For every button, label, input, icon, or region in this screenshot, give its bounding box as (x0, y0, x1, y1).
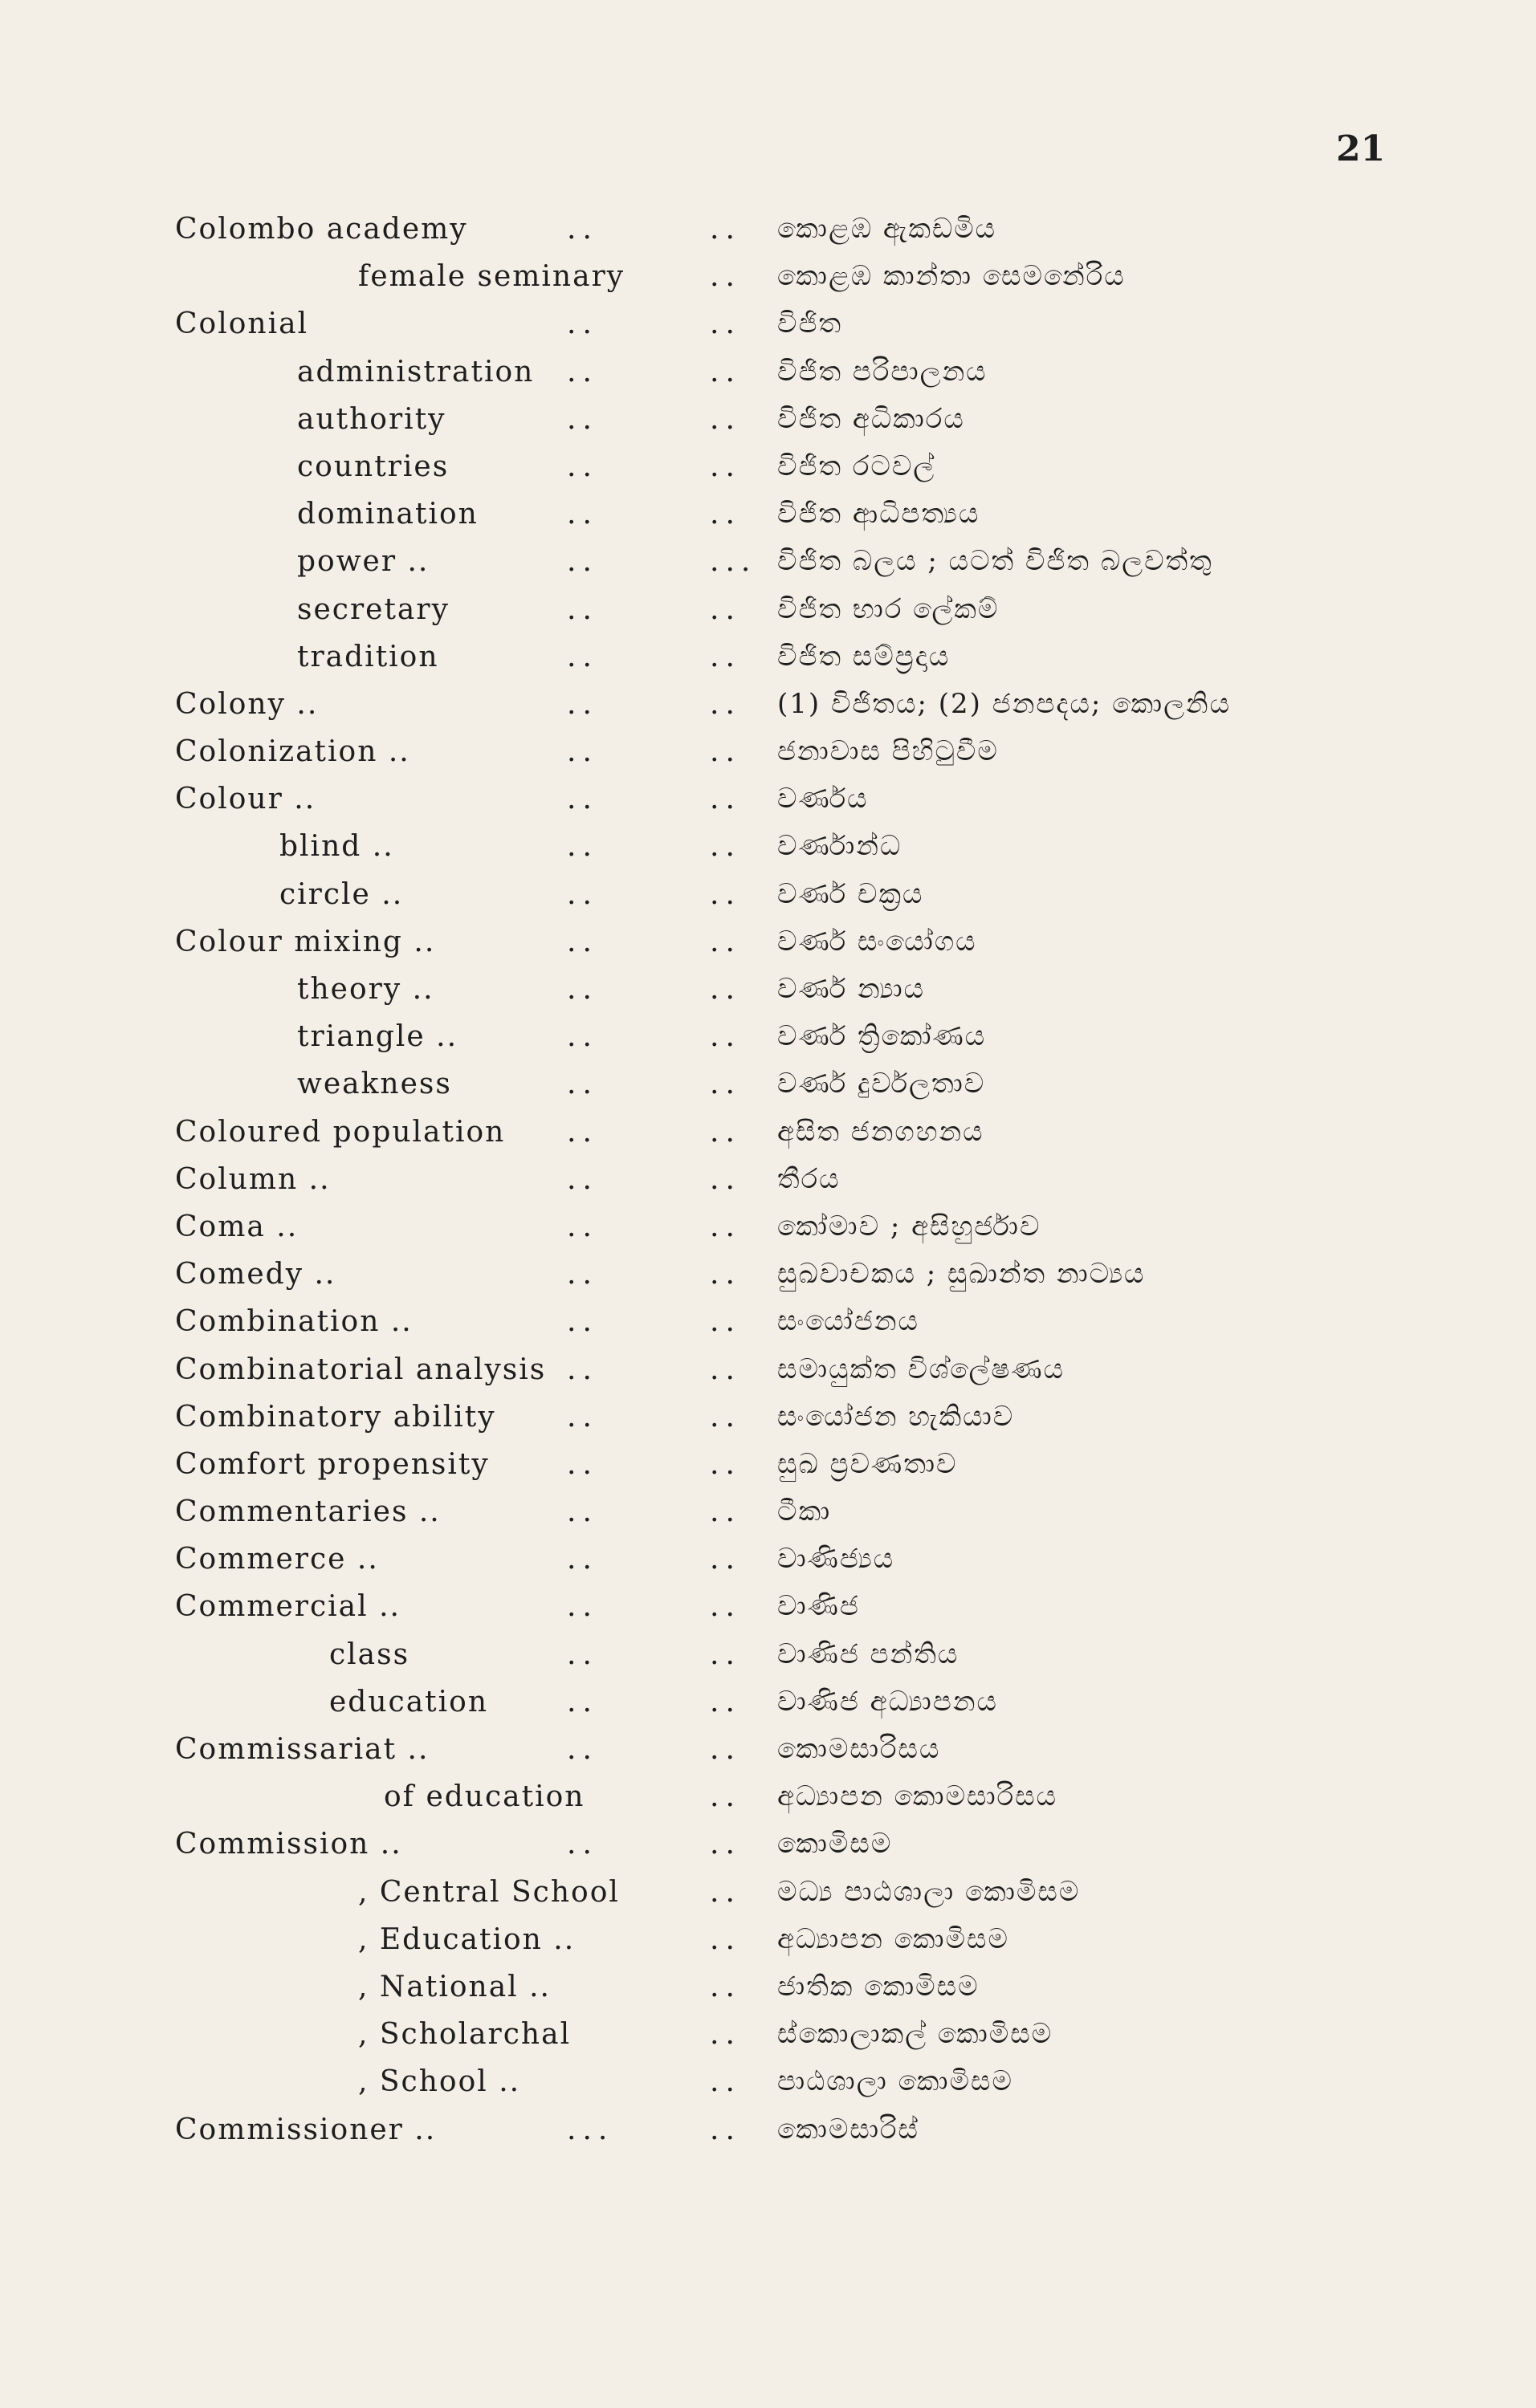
english-term: Colour mixing .. (175, 925, 436, 958)
english-term: Comedy .. (175, 1258, 336, 1291)
sinhala-translation: අධ්‍යාපන කොමිසම (777, 1922, 1009, 1955)
dot-leader: .. (710, 355, 741, 388)
dot-leader: .. (567, 640, 598, 673)
dot-leader: ... (567, 2113, 614, 2146)
dot-leader: .. (710, 260, 741, 294)
english-term: female seminary (358, 260, 625, 294)
sinhala-translation: විජිත පරිපාලනය (777, 355, 988, 388)
english-term: Comfort propensity (175, 1447, 490, 1481)
dot-leader: .. (567, 1733, 598, 1766)
glossary-entry (0, 356, 1536, 403)
sinhala-translation: විජිත අධිකාරය (777, 402, 965, 435)
dot-leader: .. (567, 307, 598, 341)
dot-leader: .. (567, 1115, 598, 1149)
glossary-entry (0, 1448, 1536, 1495)
english-term: , Central School (358, 1875, 620, 1909)
sinhala-translation: ජනාවාස පිහිටුවීම (777, 735, 999, 768)
english-term: blind .. (279, 830, 394, 864)
sinhala-translation: ස්කොලාකල් කොමිසම (777, 2018, 1053, 2051)
sinhala-translation: කොමසාරිසය (777, 1733, 941, 1765)
dot-leader: .. (710, 1258, 741, 1291)
sinhala-translation: වර්ණ දුර්වලතාව (777, 1068, 986, 1100)
english-term: Commerce .. (175, 1543, 379, 1576)
english-term: theory .. (297, 973, 434, 1006)
sinhala-translation: ටීකා (777, 1495, 832, 1528)
english-term: Combinatory ability (175, 1400, 496, 1434)
sinhala-translation: තීරය (777, 1162, 841, 1195)
glossary-entry (0, 307, 1536, 355)
dot-leader: .. (567, 1068, 598, 1101)
dot-leader: .. (567, 1305, 598, 1339)
dot-leader: .. (567, 1637, 598, 1671)
glossary-entry (0, 450, 1536, 498)
dot-leader: .. (710, 213, 741, 246)
dot-leader: .. (710, 925, 741, 958)
english-term: weakness (297, 1068, 452, 1101)
english-term: , School .. (358, 2065, 521, 2099)
dot-leader: .. (710, 1685, 741, 1719)
english-term: , Education .. (358, 1922, 576, 1956)
sinhala-translation: වාණිජ්‍යය (777, 1543, 895, 1576)
sinhala-translation: කොළඹ කාන්තා සෙමනේරිය (777, 260, 1126, 293)
sinhala-translation: සුඛ ප්‍රවණතාව (777, 1447, 958, 1480)
glossary-entry (0, 1780, 1536, 1828)
glossary-entry (0, 1353, 1536, 1401)
glossary-entry (0, 1686, 1536, 1733)
sinhala-translation: වර්ණය (777, 783, 869, 816)
dot-leader: .. (567, 687, 598, 721)
english-term: education (329, 1685, 488, 1719)
sinhala-translation: සුඛවාචකය ; සුඛාන්ත නාට්‍යය (777, 1258, 1146, 1291)
dot-leader: .. (710, 687, 741, 721)
english-term: Colonial (175, 307, 309, 341)
glossary-entry (0, 925, 1536, 973)
dot-leader: .. (710, 1068, 741, 1101)
sinhala-translation: මධ්‍ය පාඨශාලා කොමිසම (777, 1875, 1081, 1908)
english-term: authority (297, 402, 446, 436)
dot-leader: .. (710, 1352, 741, 1386)
dot-leader: .. (710, 1875, 741, 1909)
dot-leader: .. (710, 830, 741, 864)
sinhala-translation: කොමසාරිස් (777, 2113, 920, 2146)
sinhala-translation: වර්ණ සංයෝගය (777, 925, 977, 958)
dot-leader: .. (567, 592, 598, 626)
dot-leader: .. (710, 1970, 741, 2003)
sinhala-translation: වර්ණ න්‍යාය (777, 973, 926, 1005)
english-term: Colombo academy (175, 213, 468, 246)
dot-leader: ... (710, 545, 757, 579)
dot-leader: .. (710, 973, 741, 1006)
dot-leader: .. (710, 1637, 741, 1671)
dot-leader: .. (710, 1780, 741, 1814)
dot-leader: .. (567, 1828, 598, 1861)
english-term: , Scholarchal (358, 2018, 572, 2052)
glossary-entry (0, 1401, 1536, 1448)
sinhala-translation: වර්ණාන්ධ (777, 830, 902, 863)
glossary-entry (0, 1590, 1536, 1637)
glossary-entry (0, 878, 1536, 925)
sinhala-translation: විජිත සම්ප්‍රදාය (777, 640, 951, 673)
dot-leader: .. (710, 2065, 741, 2099)
dot-leader: .. (710, 1305, 741, 1339)
dot-leader: .. (567, 545, 598, 579)
glossary-entry (0, 1068, 1536, 1115)
dot-leader: .. (567, 1162, 598, 1196)
dot-leader: .. (710, 2018, 741, 2052)
dot-leader: .. (567, 1400, 598, 1434)
dot-leader: .. (710, 402, 741, 436)
dot-leader: .. (567, 925, 598, 958)
dot-leader: .. (567, 783, 598, 816)
dot-leader: .. (567, 1495, 598, 1529)
dot-leader: .. (710, 640, 741, 673)
glossary-entry (0, 1543, 1536, 1590)
dot-leader: .. (567, 402, 598, 436)
page-number: 21 (1336, 128, 1386, 169)
glossary-entry (0, 1828, 1536, 1875)
english-term: countries (297, 449, 450, 483)
english-term: power .. (297, 545, 430, 579)
dot-leader: .. (710, 1162, 741, 1196)
sinhala-translation: විජිත බලය ; යටත් විජිත බලවත්තු (777, 545, 1213, 578)
glossary-entry (0, 593, 1536, 641)
english-term: Commissariat .. (175, 1733, 430, 1766)
dot-leader: .. (710, 735, 741, 769)
english-term: administration (297, 355, 535, 388)
glossary-entry (0, 1733, 1536, 1780)
glossary-entry (0, 1923, 1536, 1971)
sinhala-translation: විජිත ආධිපත්‍යය (777, 498, 980, 531)
dot-leader: .. (567, 355, 598, 388)
english-term: Commission .. (175, 1828, 402, 1861)
dot-leader: .. (567, 213, 598, 246)
english-term: Combination .. (175, 1305, 413, 1339)
dot-leader: .. (710, 1733, 741, 1766)
dot-leader: .. (567, 973, 598, 1006)
dot-leader: .. (710, 1590, 741, 1624)
sinhala-translation: අධ්‍යාපන කොමසාරිසය (777, 1780, 1058, 1813)
dot-leader: .. (567, 1543, 598, 1576)
sinhala-translation: සමායුක්ත විශ්ලේෂණය (777, 1352, 1065, 1385)
glossary-entry (0, 1020, 1536, 1068)
glossary-entry (0, 1495, 1536, 1543)
glossary-entry (0, 688, 1536, 735)
glossary-entry (0, 2018, 1536, 2065)
glossary-entry (0, 1876, 1536, 1923)
dot-leader: .. (710, 783, 741, 816)
dot-leader: .. (710, 1400, 741, 1434)
dot-leader: .. (567, 1258, 598, 1291)
glossary-entry (0, 213, 1536, 260)
glossary-entry (0, 498, 1536, 545)
dot-leader: .. (567, 1352, 598, 1386)
english-term: Coma .. (175, 1210, 299, 1243)
dot-leader: .. (710, 449, 741, 483)
english-term: Colonization .. (175, 735, 410, 769)
glossary-entry (0, 641, 1536, 688)
dot-leader: .. (567, 877, 598, 911)
dot-leader: .. (710, 1115, 741, 1149)
english-term: Colony .. (175, 687, 319, 721)
dot-leader: .. (567, 1447, 598, 1481)
glossary-entry (0, 1210, 1536, 1258)
english-term: Combinatorial analysis (175, 1352, 547, 1386)
sinhala-translation: කොමිසම (777, 1828, 893, 1861)
dot-leader: .. (710, 1020, 741, 1054)
dot-leader: .. (710, 877, 741, 911)
english-term: Commissioner .. (175, 2113, 437, 2146)
english-term: triangle .. (297, 1020, 458, 1054)
glossary-entry (0, 1638, 1536, 1686)
sinhala-translation: සංයෝජනය (777, 1305, 919, 1338)
sinhala-translation: කොළඹ ඇකඩමිය (777, 213, 997, 245)
english-term: , National .. (358, 1970, 551, 2003)
glossary-entry (0, 2113, 1536, 2161)
dot-leader: .. (710, 1922, 741, 1956)
dot-leader: .. (710, 307, 741, 341)
dot-leader: .. (567, 498, 598, 531)
english-term: of education (384, 1780, 585, 1814)
dot-leader: .. (710, 1543, 741, 1576)
english-term: secretary (297, 592, 450, 626)
glossary-entry (0, 973, 1536, 1020)
dot-leader: .. (710, 2113, 741, 2146)
sinhala-translation: විජිත භාර ලේකම් (777, 592, 1000, 625)
dot-leader: .. (567, 1590, 598, 1624)
sinhala-translation: වර්ණ චක්‍රය (777, 877, 924, 910)
sinhala-translation: වර්ණ ත්‍රිකෝණය (777, 1020, 987, 1053)
dot-leader: .. (567, 449, 598, 483)
dot-leader: .. (567, 735, 598, 769)
english-term: circle .. (279, 877, 404, 911)
glossary-entry (0, 1305, 1536, 1352)
dot-leader: .. (710, 1447, 741, 1481)
glossary-entry (0, 1258, 1536, 1305)
glossary-entry (0, 1116, 1536, 1163)
sinhala-translation: සංයෝජන හැකියාව (777, 1400, 1015, 1433)
english-term: domination (297, 498, 479, 531)
dot-leader: .. (710, 1210, 741, 1243)
dot-leader: .. (710, 1495, 741, 1529)
english-term: Commentaries .. (175, 1495, 441, 1529)
sinhala-translation: වාණිජ පන්තිය (777, 1637, 959, 1670)
glossary-entry (0, 545, 1536, 592)
sinhala-translation: පාඨශාලා කොමිසම (777, 2065, 1013, 2098)
english-term: class (329, 1637, 410, 1671)
glossary-entry (0, 1971, 1536, 2018)
sinhala-translation: අසිත ජනගහනය (777, 1115, 984, 1148)
dot-leader: .. (567, 830, 598, 864)
sinhala-translation: කෝමාව ; අසිහුර්ජාව (777, 1210, 1041, 1243)
english-term: tradition (297, 640, 439, 673)
dot-leader: .. (710, 592, 741, 626)
glossary-entry (0, 2065, 1536, 2113)
glossary-entry (0, 783, 1536, 830)
sinhala-translation: වාණිජ අධ්‍යාපනය (777, 1685, 998, 1718)
english-term: Column .. (175, 1162, 331, 1196)
glossary-entry (0, 735, 1536, 783)
dot-leader: .. (710, 1828, 741, 1861)
sinhala-translation: (1) විජිතය; (2) ජනපදය; කොලනිය (777, 687, 1232, 720)
dot-leader: .. (567, 1020, 598, 1054)
dot-leader: .. (567, 1685, 598, 1719)
glossary-entry (0, 260, 1536, 307)
english-term: Commercial .. (175, 1590, 401, 1624)
english-term: Colour .. (175, 783, 316, 816)
sinhala-translation: වාණිජ (777, 1590, 860, 1623)
sinhala-translation: ජාතික කොමිසම (777, 1970, 980, 2003)
glossary-entry (0, 1163, 1536, 1210)
sinhala-translation: විජිත රටවල් (777, 449, 936, 482)
english-term: Coloured population (175, 1115, 506, 1149)
dot-leader: .. (710, 498, 741, 531)
sinhala-translation: විජිත (777, 307, 843, 340)
glossary-entry (0, 403, 1536, 450)
glossary-entry (0, 830, 1536, 877)
glossary-entry-list (0, 213, 1536, 2161)
dot-leader: .. (567, 1210, 598, 1243)
